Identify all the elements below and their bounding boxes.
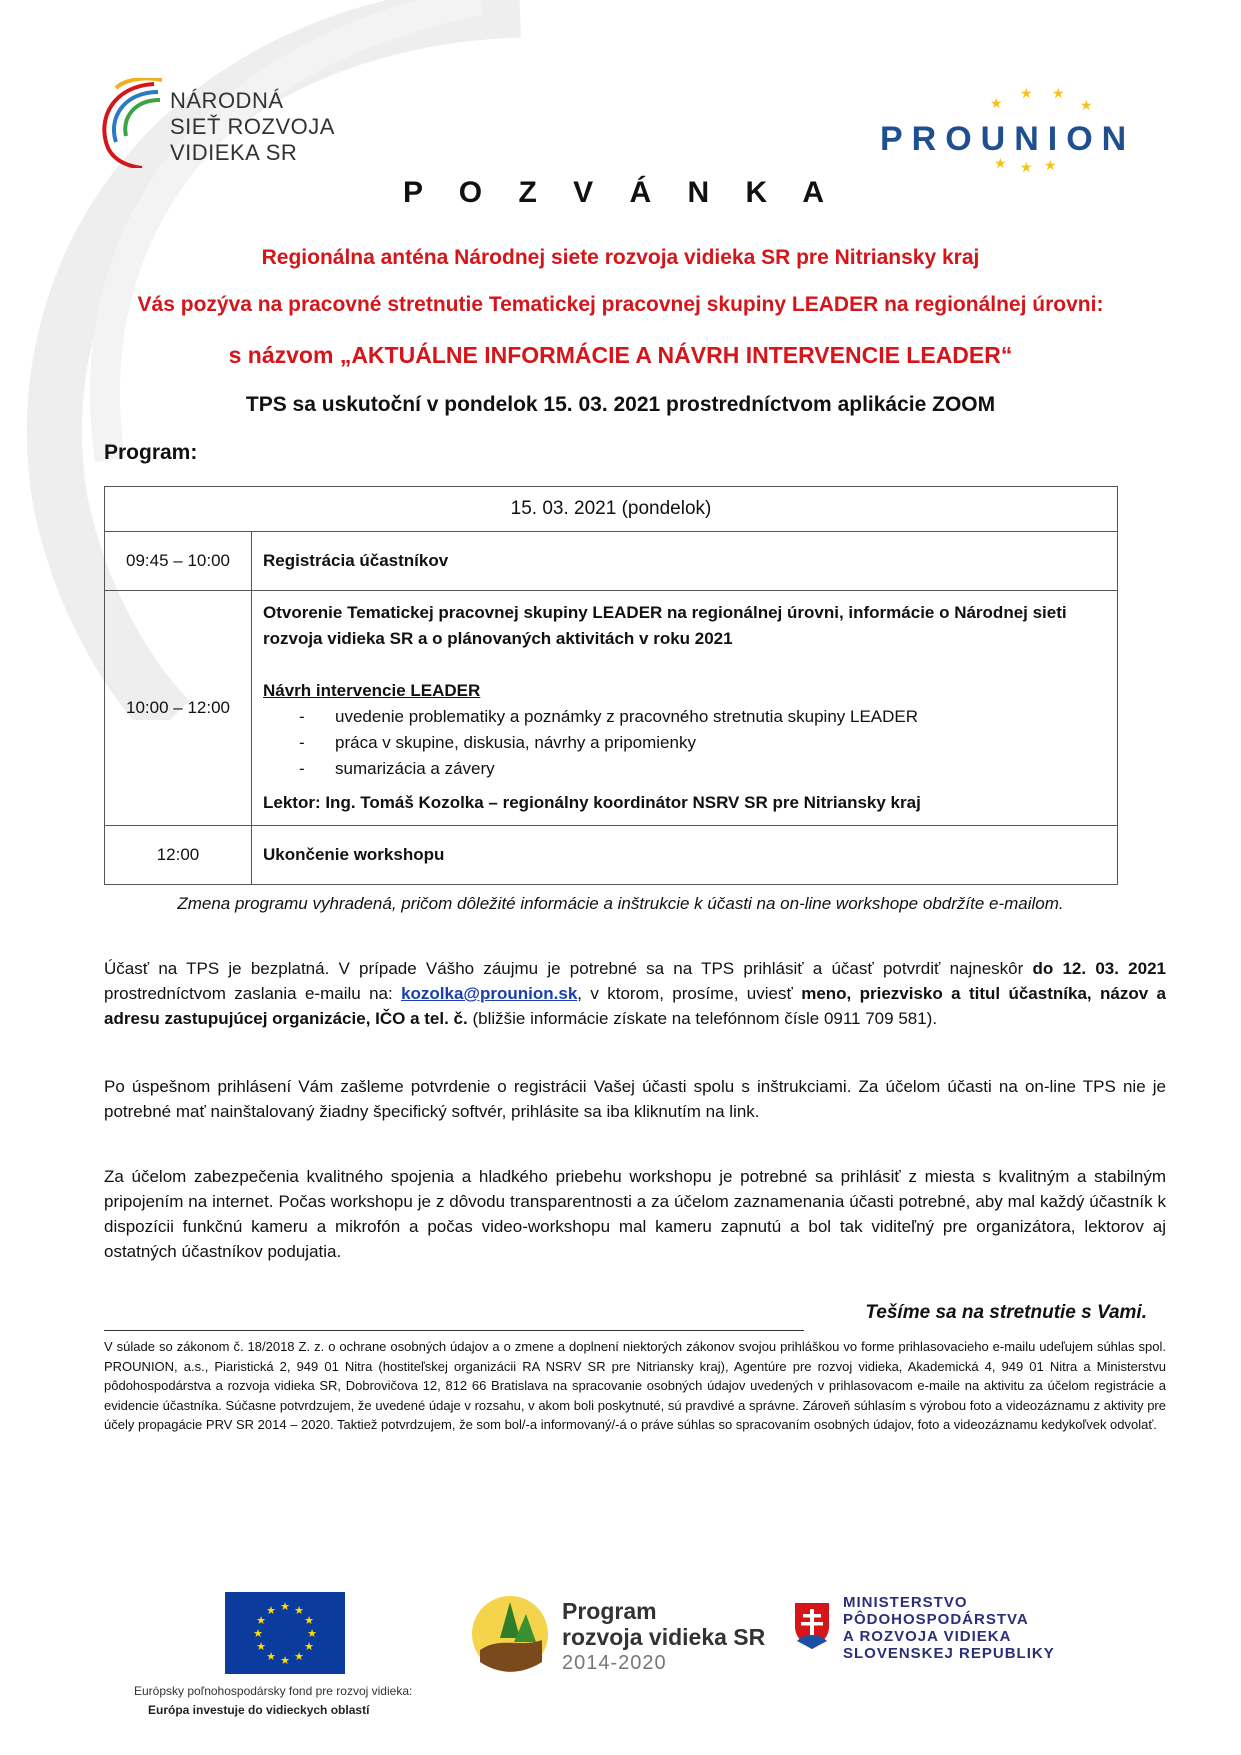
program-date: 15. 03. 2021 (pondelok) — [105, 487, 1118, 532]
nsrv-logo-line: SIEŤ ROZVOJA — [170, 114, 335, 139]
page-title: P O Z V Á N K A — [402, 176, 839, 209]
deadline: do 12. 03. 2021 — [1032, 959, 1166, 978]
row-title: Ukončenie workshopu — [252, 826, 1118, 885]
svg-text:★: ★ — [280, 1600, 290, 1613]
svg-text:★: ★ — [256, 1614, 266, 1627]
svg-text:★: ★ — [1044, 158, 1057, 174]
svg-text:★: ★ — [1080, 98, 1093, 114]
svg-text:★: ★ — [1052, 88, 1065, 102]
svg-text:★: ★ — [304, 1640, 314, 1653]
row-time: 12:00 — [105, 826, 252, 885]
row-content — [252, 591, 1118, 826]
divider — [104, 1330, 804, 1331]
slovak-coat-of-arms-icon — [793, 1601, 831, 1651]
required-info: meno, priezvisko a titul účastníka, názov a adresu zastupujúcej organizácie, IČO a tel. č. — [104, 984, 1166, 1028]
program-table — [104, 486, 1118, 885]
nsrv-logo-line: VIDIEKA SR — [170, 140, 298, 165]
row-time: 10:00 – 12:00 — [105, 591, 252, 826]
intro-line-1: Regionálna anténa Národnej siete rozvoja vidieka SR pre Nitriansky kraj — [261, 246, 980, 269]
svg-text:★: ★ — [266, 1604, 276, 1617]
svg-text:★: ★ — [256, 1640, 266, 1653]
text-span: prostredníctvom zaslania e-mailu na: — [104, 984, 402, 1003]
svg-text:★: ★ — [1020, 160, 1033, 176]
svg-text:★: ★ — [280, 1654, 290, 1667]
svg-text:★: ★ — [1020, 88, 1033, 102]
connection-paragraph: Za účelom zabezpečenia kvalitného spojenia a hladkého priebehu workshopu je potrebné sa prihlásiť z miesta s kvalitným a stabilným pripojením na internet. Počas workshopu je z dôvodu transparentnosti a za účelom zaznamenania účasti potrebné, aby mal každý účastník k dispozícii funkčnú kameru a mikrofón a počas video-workshopu mal kameru zapnutú a bol tak viditeľný pre organizátora, lektorov aj ostatných účastníkov podujatia. — [104, 1167, 1166, 1261]
intro-line-3: s názvom „AKTUÁLNE INFORMÁCIE A NÁVRH INTERVENCIE LEADER“ — [228, 342, 1013, 368]
table-row — [105, 532, 1118, 591]
list-item: - uvedenie problematiky a poznámky z pracovného stretnutia skupiny LEADER — [263, 704, 1116, 730]
nsrv-logo-line: NÁRODNÁ — [170, 88, 284, 113]
table-row — [105, 826, 1118, 885]
table-row — [105, 487, 1118, 532]
ministry-logo-text — [843, 1594, 1055, 1662]
program-label: Program: — [104, 441, 198, 464]
eu-flag-icon — [225, 1592, 345, 1674]
prounion-wordmark: PROUNION — [880, 120, 1136, 158]
svg-text:★: ★ — [307, 1627, 317, 1640]
eu-fund-slogan: Európa investuje do vidieckych oblastí — [148, 1703, 370, 1717]
email-link[interactable]: kozolka@prounion.sk — [401, 984, 578, 1003]
svg-text:★: ★ — [990, 96, 1003, 112]
registration-paragraph — [104, 956, 1166, 1031]
svg-text:★: ★ — [253, 1627, 263, 1640]
svg-text:★: ★ — [294, 1650, 304, 1663]
text-span: (bližšie informácie získate na telefónnom čísle 0911 709 581). — [467, 1009, 938, 1028]
text-span: , v ktorom, prosíme, uviesť — [577, 984, 802, 1003]
text-span: Účasť na TPS je bezplatná. V prípade Vášho záujmu je potrebné sa na TPS prihlásiť a účasť potvrdiť najneskôr — [104, 959, 1033, 978]
gdpr-fineprint: V súlade so zákonom č. 18/2018 Z. z. o ochrane osobných údajov a o zmene a doplnení niektorých zákonov svojou prihláškou vo forme prihlasovacieho e-mailu udeľujem súhlas spol. PROUNION, a.s., Piaristická 2, 949 01 Nitra (hostiteľskej organizácii RA NSRV SR pre Nitriansky kraj), Agentúre pre rozvoj vidieka, Akademická 4, 949 01 Nitra a Ministerstvu pôdohospodárstva a rozvoja vidieka SR, Dobrovičova 12, 812 66 Bratislava na spracovanie osobných údajov uvedených v prihlasovacom e-maile na aktivitu za účelom registrácie a evidencie účastníka. Súčasne potvrdzujem, že uvedené údaje v rozsahu, v akom boli poskytnuté, sú pravdivé a správne. Zároveň súhlasím s výrobou foto a videozáznamu z aktivity pre účely propagácie PRV SR 2014 – 2020. Taktiež potvrdzujem, že som bol/-a informovaný/-á o práve súhlas so spracovaním osobných údajov, foto a videozáznamu kedykoľvek odvolať. — [104, 1339, 1166, 1432]
intro-line-2: Vás pozýva na pracovné stretnutie Tematickej pracovnej skupiny LEADER na regionálnej úrovni: — [137, 293, 1104, 316]
ministry-line: PÔDOHOSPODÁRSTVA — [843, 1611, 1029, 1628]
lector-text: Lektor: Ing. Tomáš Kozolka – regionálny koordinátor NSRV SR pre Nitriansky kraj — [263, 793, 921, 812]
list-item: - práca v skupine, diskusia, návrhy a pripomienky — [263, 730, 1116, 756]
ministry-line: SLOVENSKEJ REPUBLIKY — [843, 1645, 1055, 1662]
row-title: Registrácia účastníkov — [252, 532, 1118, 591]
ministry-line: A ROZVOJA VIDIEKA — [843, 1628, 1012, 1645]
prv-logo-icon — [470, 1588, 550, 1678]
prv-logo-line: rozvoja vidieka SR — [562, 1624, 766, 1650]
confirmation-paragraph: Po úspešnom prihlásení Vám zašleme potvrdenie o registrácii Vašej účasti spolu s inštrukciami. Za účelom účasti na on-line TPS nie je potrebné mať nainštalovaný žiadny špecifický softvér, prihlásite sa iba kliknutím na link. — [104, 1077, 1166, 1121]
eu-fund-text: Európsky poľnohospodársky fond pre rozvoj vidieka: — [134, 1684, 413, 1698]
leader-subtitle: Návrh intervencie LEADER — [263, 681, 481, 700]
prv-logo-line: Program — [562, 1598, 657, 1624]
program-note: Zmena programu vyhradená, pričom dôležité informácie a inštrukcie k účasti na on-line workshope obdržíte e-mailom. — [177, 894, 1064, 913]
list-item: - sumarizácia a závery — [263, 756, 1116, 782]
svg-text:★: ★ — [266, 1650, 276, 1663]
event-info: TPS sa uskutoční v pondelok 15. 03. 2021 prostredníctvom aplikácie ZOOM — [245, 393, 996, 416]
closing-text: Tešíme sa na stretnutie s Vami. — [865, 1302, 1147, 1323]
ministry-line: MINISTERSTVO — [843, 1594, 968, 1611]
row-time: 09:45 – 10:00 — [105, 532, 252, 591]
svg-text:★: ★ — [994, 156, 1007, 172]
opening-text: Otvorenie Tematickej pracovnej skupiny LEADER na regionálnej úrovni, informácie o Národnej sieti rozvoja vidieka SR a o plánovaných aktivitách v roku 2021 — [263, 603, 1067, 648]
svg-text:★: ★ — [294, 1604, 304, 1617]
prounion-logo — [880, 88, 1180, 186]
table-row — [105, 591, 1118, 826]
prv-logo-years: 2014-2020 — [562, 1652, 667, 1674]
svg-text:★: ★ — [304, 1614, 314, 1627]
